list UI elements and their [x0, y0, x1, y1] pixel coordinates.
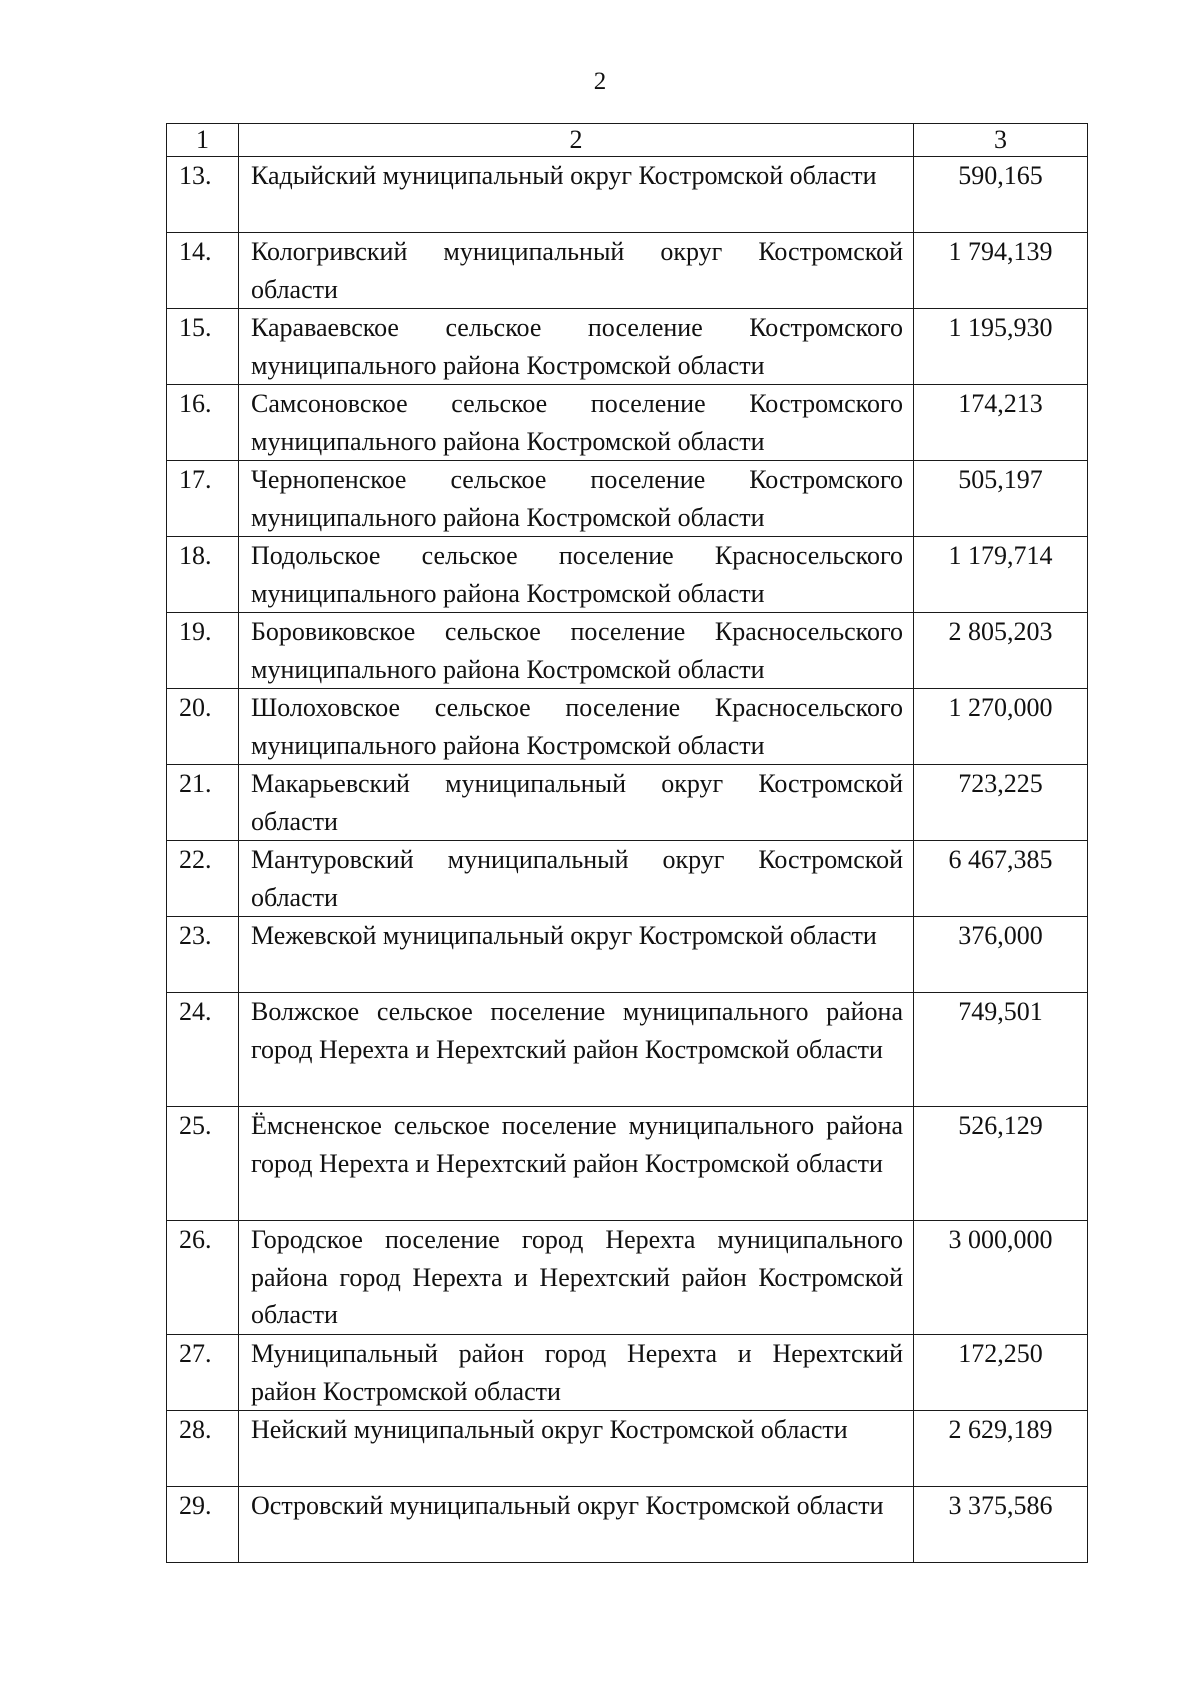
row-number: 21. — [167, 765, 239, 841]
table-row — [167, 461, 1088, 537]
row-value: 172,250 — [914, 1335, 1088, 1411]
column-header-2: 2 — [239, 124, 914, 157]
table-row — [167, 537, 1088, 613]
row-value: 1 179,714 — [914, 537, 1088, 613]
table-row — [167, 993, 1088, 1107]
row-number: 18. — [167, 537, 239, 613]
municipality-name: Макарьевский муниципальный округ Костромской области — [239, 765, 914, 841]
municipality-name: Караваевское сельское поселение Костромского муниципального района Костромской области — [239, 309, 914, 385]
table-row — [167, 1107, 1088, 1221]
municipality-name: Шолоховское сельское поселение Красносельского муниципального района Костромской области — [239, 689, 914, 765]
row-value: 2 629,189 — [914, 1411, 1088, 1487]
table-row — [167, 917, 1088, 993]
row-value: 174,213 — [914, 385, 1088, 461]
table-row — [167, 309, 1088, 385]
table-row — [167, 1487, 1088, 1563]
row-number: 23. — [167, 917, 239, 993]
municipality-name: Межевской муниципальный округ Костромской области — [239, 917, 914, 993]
municipality-name: Островский муниципальный округ Костромской области — [239, 1487, 914, 1563]
row-number: 24. — [167, 993, 239, 1107]
table-row — [167, 765, 1088, 841]
row-value: 6 467,385 — [914, 841, 1088, 917]
row-value: 526,129 — [914, 1107, 1088, 1221]
row-value: 3 000,000 — [914, 1221, 1088, 1335]
municipality-name: Самсоновское сельское поселение Костромского муниципального района Костромской области — [239, 385, 914, 461]
municipal-table — [166, 123, 1088, 1563]
column-header-3: 3 — [914, 124, 1088, 157]
row-value: 505,197 — [914, 461, 1088, 537]
table-row — [167, 1221, 1088, 1335]
table-row — [167, 385, 1088, 461]
row-number: 22. — [167, 841, 239, 917]
table-row — [167, 1411, 1088, 1487]
table-row — [167, 689, 1088, 765]
municipality-name: Волжское сельское поселение муниципального района город Нерехта и Нерехтский район Костромской области — [239, 993, 914, 1107]
row-number: 15. — [167, 309, 239, 385]
municipality-name: Кадыйский муниципальный округ Костромской области — [239, 157, 914, 233]
municipality-name: Ёмсненское сельское поселение муниципального района город Нерехта и Нерехтский район Костромской области — [239, 1107, 914, 1221]
municipality-name: Боровиковское сельское поселение Красносельского муниципального района Костромской области — [239, 613, 914, 689]
row-number: 28. — [167, 1411, 239, 1487]
page-number: 2 — [593, 68, 607, 95]
municipality-name: Нейский муниципальный округ Костромской области — [239, 1411, 914, 1487]
row-value: 590,165 — [914, 157, 1088, 233]
row-number: 14. — [167, 233, 239, 309]
row-number: 20. — [167, 689, 239, 765]
table-row — [167, 157, 1088, 233]
row-number: 29. — [167, 1487, 239, 1563]
municipality-name: Городское поселение город Нерехта муниципального района город Нерехта и Нерехтский район Костромской области — [239, 1221, 914, 1335]
table-row — [167, 613, 1088, 689]
table-header-row — [167, 124, 1088, 157]
row-number: 16. — [167, 385, 239, 461]
row-number: 13. — [167, 157, 239, 233]
municipality-name: Мантуровский муниципальный округ Костромской области — [239, 841, 914, 917]
table-row — [167, 1335, 1088, 1411]
row-value: 723,225 — [914, 765, 1088, 841]
row-value: 2 805,203 — [914, 613, 1088, 689]
municipality-name: Муниципальный район город Нерехта и Нерехтский район Костромской области — [239, 1335, 914, 1411]
row-value: 1 270,000 — [914, 689, 1088, 765]
row-number: 27. — [167, 1335, 239, 1411]
row-value: 749,501 — [914, 993, 1088, 1107]
table-row — [167, 841, 1088, 917]
municipality-name: Кологривский муниципальный округ Костромской области — [239, 233, 914, 309]
table-row — [167, 233, 1088, 309]
municipality-name: Чернопенское сельское поселение Костромского муниципального района Костромской области — [239, 461, 914, 537]
municipality-name: Подольское сельское поселение Красносельского муниципального района Костромской области — [239, 537, 914, 613]
row-value: 1 794,139 — [914, 233, 1088, 309]
row-value: 1 195,930 — [914, 309, 1088, 385]
row-value: 3 375,586 — [914, 1487, 1088, 1563]
row-number: 17. — [167, 461, 239, 537]
column-header-1: 1 — [167, 124, 239, 157]
row-number: 25. — [167, 1107, 239, 1221]
row-number: 19. — [167, 613, 239, 689]
row-value: 376,000 — [914, 917, 1088, 993]
row-number: 26. — [167, 1221, 239, 1335]
